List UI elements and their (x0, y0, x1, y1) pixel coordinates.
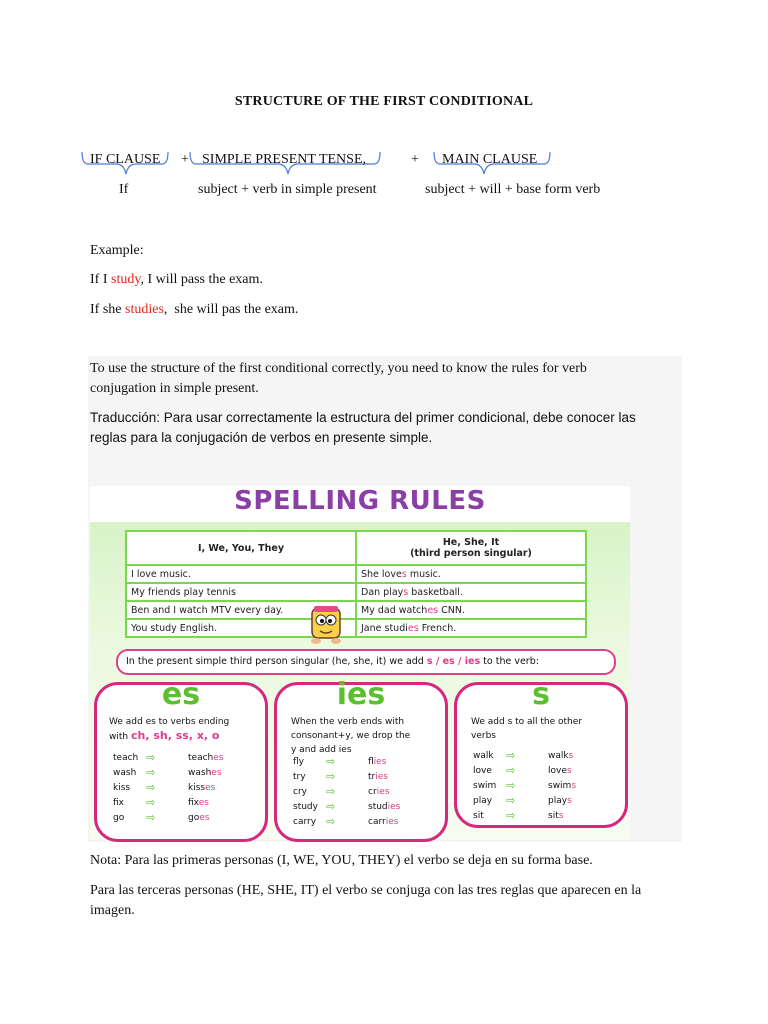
highlighted-verb: studies (125, 302, 164, 317)
table-header: I, We, You, They (126, 531, 356, 565)
plus-sign: + (411, 152, 419, 167)
arrow-icon: ⇨ (146, 781, 156, 794)
list-item: fly ⇨ flies (293, 755, 387, 768)
note-first-persons: Nota: Para las primeras personas (I, WE, YOU, THEY) el verbo se deja en su forma base. (90, 853, 593, 868)
arrow-icon: ⇨ (326, 785, 336, 798)
arrow-icon: ⇨ (506, 749, 516, 762)
list-item: love ⇨ loves (473, 764, 572, 777)
arrow-icon: ⇨ (146, 796, 156, 809)
note-third-persons: Para las terceras personas (HE, SHE, IT) el verbo se conjuga con las tres reglas que aparecen en la imagen. (90, 883, 642, 918)
arrow-icon: ⇨ (326, 815, 336, 828)
if-word: If (119, 182, 129, 197)
list-item: try ⇨ tries (293, 770, 388, 783)
conjugation-table (125, 530, 587, 638)
if-clause-label: IF CLAUSE (90, 152, 161, 167)
arrow-icon: ⇨ (506, 809, 516, 822)
simple-present-label: SIMPLE PRESENT TENSE, (202, 152, 367, 167)
page-title: STRUCTURE OF THE FIRST CONDITIONAL (234, 94, 534, 109)
table-header: He, She, It (third person singular) (356, 531, 586, 565)
example-label: Example: (90, 243, 144, 258)
example-sentence: If I study, I will pass the exam. (90, 272, 263, 287)
arrow-icon: ⇨ (506, 764, 516, 777)
example-list (473, 751, 593, 826)
arrow-icon: ⇨ (146, 766, 156, 779)
list-item: wash ⇨ washes (113, 766, 222, 779)
list-item: cry ⇨ cries (293, 785, 390, 798)
table-row: You study English. Jane studies French. (126, 619, 586, 637)
main-clause-label: MAIN CLAUSE (442, 152, 538, 167)
rule-box-title: ies (336, 677, 386, 712)
rule-box-s (454, 677, 628, 828)
arrow-icon: ⇨ (326, 770, 336, 783)
list-item: walk ⇨ walks (473, 749, 574, 762)
spelling-rules-title: SPELLING RULES (234, 486, 486, 516)
table-row: My friends play tennis Dan plays basketball. (126, 583, 586, 601)
highlighted-verb: study (111, 272, 141, 287)
arrow-icon: ⇨ (506, 779, 516, 792)
list-item: play ⇨ plays (473, 794, 572, 807)
rule-box-description: We add s to all the other verbs (471, 717, 583, 741)
rule-box-title: s (532, 677, 550, 712)
list-item: go ⇨ goes (113, 811, 210, 824)
third-person-rule: In the present simple third person singular (he, she, it) we add s / es / ies to the verb: (116, 649, 616, 675)
list-item: fix ⇨ fixes (113, 796, 209, 809)
rule-paragraph: To use the structure of the first conditional correctly, you need to know the rules for verb conjugation in simple present. (90, 361, 587, 396)
arrow-icon: ⇨ (326, 755, 336, 768)
main-clause-structure: subject + will + base form verb (425, 182, 601, 197)
plus-sign: + (181, 152, 189, 167)
example-sentence: If she studies, she will pas the exam. (90, 302, 299, 317)
list-item: swim ⇨ swims (473, 779, 577, 792)
arrow-icon: ⇨ (146, 751, 156, 764)
rule-box-description: We add es to verbs ending with ch, sh, ss, x, o (109, 717, 230, 742)
cartoon-face-icon (308, 604, 344, 644)
list-item: teach ⇨ teaches (113, 751, 224, 764)
rule-box-es (94, 677, 268, 842)
list-item: sit ⇨ sits (473, 809, 564, 822)
example-list (293, 757, 413, 832)
rule-box-title: es (161, 677, 201, 712)
example-list (113, 753, 233, 828)
rule-box-ies (274, 677, 448, 842)
rule-box-description: When the verb ends with consonant+y, we drop the y and add ies (291, 717, 411, 755)
table-row: Ben and I watch MTV every day. My dad watches CNN. (126, 601, 586, 619)
spelling-rules-image (90, 486, 630, 840)
if-clause-structure: subject + verb in simple present (198, 182, 377, 197)
arrow-icon: ⇨ (506, 794, 516, 807)
arrow-icon: ⇨ (326, 800, 336, 813)
list-item: kiss ⇨ kisses (113, 781, 216, 794)
translation-paragraph: Traducción: Para usar correctamente la estructura del primer condicional, debe conocer las reglas para la conjugación de verbos en presente simple. (90, 410, 636, 445)
arrow-icon: ⇨ (146, 811, 156, 824)
list-item: study ⇨ studies (293, 800, 401, 813)
list-item: carry ⇨ carries (293, 815, 399, 828)
table-row: I love music. She loves music. (126, 565, 586, 583)
